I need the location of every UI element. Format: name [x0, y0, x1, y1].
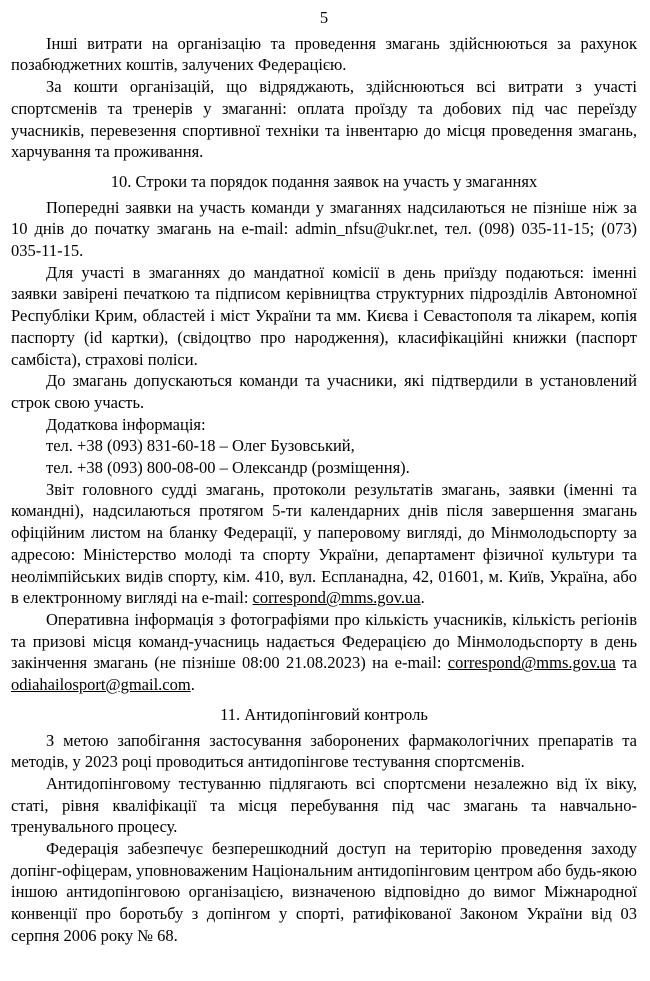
paragraph-antidoping-testing: Антидопінговому тестуванню підлягають всі спортсмени незалежно від їх віку, статі, рівня кваліфікації та місця перебування під час змагань та навчально-тренувального процесу. — [11, 773, 637, 837]
report-text-after: . — [420, 588, 425, 608]
email-link-correspond[interactable]: correspond@mms.gov.ua — [252, 588, 421, 608]
paragraph-confirmation: До змагань допускаються команди та учасники, які підтвердили в установлений строк свою участь. — [11, 371, 637, 412]
paragraph-report — [11, 479, 637, 609]
email-link-correspond-2[interactable]: correspond@mms.gov.ua — [447, 653, 616, 673]
additional-info-label: Додаткова інформація: — [46, 414, 206, 434]
paragraph-preliminary-applications: Попередні заявки на участь команди у змаганнях надсилаються не пізніше ніж за 10 днів до початку змагань на e-mail: admin_nfsu@ukr.net, тел. (098) 035-11-15; (073) 035-11-15. — [11, 197, 637, 261]
paragraph-other-expenses: Інші витрати на організацію та проведення змагань здійснюються за рахунок позабюджетних коштів, залучених Федерацією. — [11, 33, 637, 75]
page-number: 5 — [319, 8, 329, 27]
operative-connector: та — [615, 653, 637, 673]
paragraph-mandate-commission: Для участі в змаганнях до мандатної комісії в день приїзду подаються: іменні заявки завірені печаткою та підписом керівництва структурних підрозділів Автономної Республіки Крим, областей і міст України та мм. Києва і Севастополя та лікарем, копія паспорту (id картки), (свідоцтво про народження), класифікаційні книжки (паспорт самбіста), страхові поліси. — [11, 262, 637, 369]
operative-text-after: . — [190, 675, 195, 695]
paragraph-antidoping-access: Федерація забезпечує безперешкодний доступ на територію проведення заходу допінг-офіцерам, уповноваженим Національним антидопінговим центром або будь-якою іншою антидопінговою організацією, визначеною відповідно до вимог Міжнародної конвенції про боротьбу з допінгом у спорті, ратифікованої Законом України від 03 серпня 2006 року № 68. — [11, 839, 637, 945]
report-text-before: Звіт головного судді змагань, протоколи результатів змагань, заявки (іменні та командні), надсилаються протягом 5-ти календарних днів після завершення змагань офіційним листом на бланку Федерації, у паперовому вигляді, до Мінмолодьспорту за адресою: Міністерство молоді та спорту України, департамент фізичної культури та неолімпійських видів спорту, кім. 410, вул. Еспланадна, 42, 01601, м. Київ, Україна, або в електронному вигляді на e-mail: — [11, 479, 637, 608]
section-11-heading: 11. Антидопінговий контроль — [220, 704, 428, 724]
paragraph-operative-info — [11, 609, 637, 696]
operative-text-before: Оперативна інформація з фотографіями про кількість учасників, кількість регіонів та призові місця команд-учасниць надається Федерацією до Мінмолодьспорту в день закінчення змагань (не пізніше 08:00 21.08.2023) на e-mail: — [11, 609, 637, 673]
email-link-odiahailosport[interactable]: odiahailosport@gmail.com — [11, 675, 191, 695]
contact-line-oleksandr: тел. +38 (093) 800-08-00 – Олександр (розміщення). — [46, 458, 410, 478]
paragraph-antidoping-purpose: З метою запобігання застосування заборонених фармакологічних препаратів та методів, у 2023 році проводиться антидопінгове тестування спортсменів. — [11, 730, 637, 772]
contact-line-buzovskyi: тел. +38 (093) 831-60-18 – Олег Бузовський, — [46, 436, 355, 456]
paragraph-org-funds: За кошти організацій, що відряджають, здійснюються всі витрати з участі спортсменів та тренерів у змаганні: оплата проїзду та добових під час переїзду учасників, перевезення спортивної техніки та інвентарю до місця проведення змагань, харчування та проживання. — [11, 77, 637, 162]
section-10-heading: 10. Строки та порядок подання заявок на участь у змаганнях — [110, 171, 538, 191]
